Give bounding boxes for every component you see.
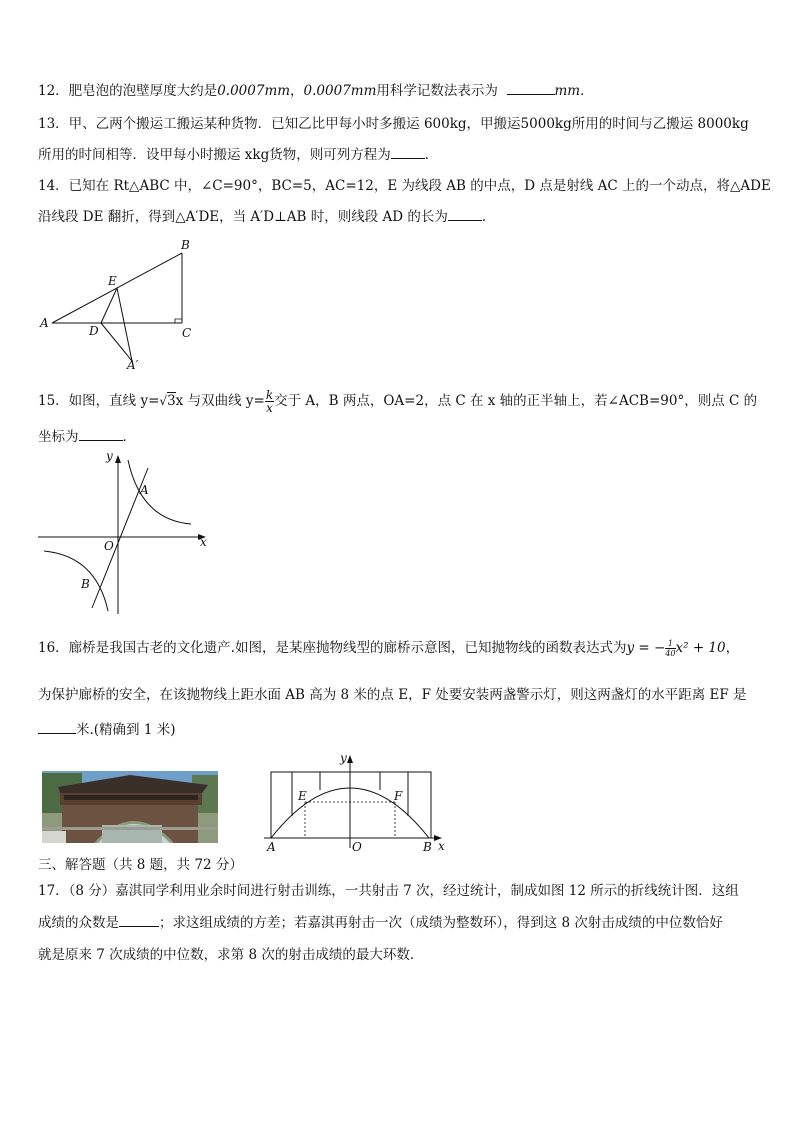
bridge-photo bbox=[42, 771, 218, 843]
label-y: y bbox=[106, 449, 113, 463]
question-13-line2: 所用的时间相等．设甲每小时搬运 xkg货物，则可列方程为 ． bbox=[38, 147, 439, 163]
right-angle-mark bbox=[175, 319, 182, 323]
label-x: x bbox=[438, 839, 445, 853]
label-a-prime: A′ bbox=[127, 358, 139, 372]
label-b: B bbox=[181, 238, 190, 252]
answer-blank[interactable] bbox=[391, 146, 425, 159]
label-a: A bbox=[40, 316, 49, 330]
question-17-line1: 17．（8 分）嘉淇同学利用业余时间进行射击训练，一共射击 7 次，经过统计，制成如图 12 所示的折线统计图．这组 bbox=[38, 883, 739, 899]
hyperbola-branch-2 bbox=[44, 551, 108, 611]
label-a: A bbox=[140, 483, 149, 497]
question-17-line2: 成绩的众数是 ；求这组成绩的方差；若嘉淇再射击一次（成绩为整数环），得到这 8 次射击成绩的中位数恰好 bbox=[38, 915, 723, 931]
label-b: B bbox=[81, 577, 90, 591]
y-axis-arrow bbox=[115, 455, 121, 463]
parabola-bridge-figure bbox=[262, 752, 452, 854]
segment-da-prime bbox=[101, 323, 132, 361]
label-d: D bbox=[89, 324, 99, 338]
answer-blank[interactable] bbox=[119, 914, 159, 927]
hyperbola-branch-1 bbox=[128, 460, 191, 524]
hyperbola-figure bbox=[36, 448, 216, 616]
bridge-frame bbox=[271, 772, 431, 838]
label-x: x bbox=[200, 535, 207, 549]
question-17-line3: 就是原来 7 次成绩的中位数，求第 8 次的射击成绩的最大环数． bbox=[38, 947, 424, 963]
question-14-line1: 14．已知在 Rt△ABC 中，∠C=90°，BC=5，AC=12，E 为线段 AB 的中点，D 点是射线 AC 上的一个动点，将△ADE bbox=[38, 178, 771, 194]
label-o: O bbox=[104, 539, 114, 553]
question-15-line1: 15．如图，直线 y=√3x 与双曲线 y= $\frac{k}{x}$ 交于 A，B 两点，OA=2，点 C 在 x 轴的正半轴上，若∠ACB=90°，则点 C 的 bbox=[38, 388, 758, 415]
question-16-line1: 16．廊桥是我国古老的文化遗产.如图，是某座抛物线型的廊桥示意图，已知抛物线的函数表达式为y = − $\frac{1}{40}x^2 + 10$， bbox=[38, 639, 740, 658]
fraction-k-over-x: $\frac{k}{x}$ bbox=[265, 388, 274, 415]
question-16-line3: 米.(精确到 1 米) bbox=[38, 721, 176, 739]
answer-blank[interactable] bbox=[38, 721, 76, 734]
answer-blank[interactable] bbox=[79, 428, 123, 441]
label-y: y bbox=[340, 752, 347, 765]
y-axis-arrow bbox=[347, 755, 353, 763]
label-o: O bbox=[352, 840, 362, 854]
label-b: B bbox=[423, 840, 432, 854]
label-f: F bbox=[394, 789, 403, 803]
answer-blank[interactable] bbox=[507, 82, 555, 95]
triangle-figure bbox=[36, 236, 206, 372]
segment-de bbox=[101, 288, 117, 323]
label-a: A bbox=[267, 840, 276, 854]
answer-blank[interactable] bbox=[448, 208, 482, 221]
label-e: E bbox=[298, 789, 307, 803]
section-heading: 三、解答题（共 8 题，共 72 分） bbox=[38, 857, 243, 873]
fraction-1-over-40: $\frac{1}{40}$ bbox=[665, 639, 676, 658]
label-c: C bbox=[182, 326, 192, 340]
question-14-line2: 沿线段 DE 翻折，得到△A′DE，当 A′D⊥AB 时，则线段 AD 的长为 ． bbox=[38, 209, 496, 225]
segment-ea-prime bbox=[117, 288, 132, 361]
question-16-line2: 为保护廊桥的安全，在该抛物线上距水面 AB 高为 8 米的点 E，F 处要安装两盏警示灯，则这两盏灯的水平距离 EF 是 bbox=[38, 687, 747, 703]
label-e: E bbox=[108, 274, 117, 288]
question-15-line2: 坐标为 ． bbox=[38, 429, 136, 445]
question-12: 12．肥皂泡的泡壁厚度大约是0.0007mm，0.0007mm用科学记数法表示为 mm． bbox=[38, 83, 594, 99]
question-13-line1: 13．甲、乙两个搬运工搬运某种货物．已知乙比甲每小时多搬运 600kg，甲搬运5000kg所用的时间与乙搬运 8000kg bbox=[38, 116, 749, 132]
